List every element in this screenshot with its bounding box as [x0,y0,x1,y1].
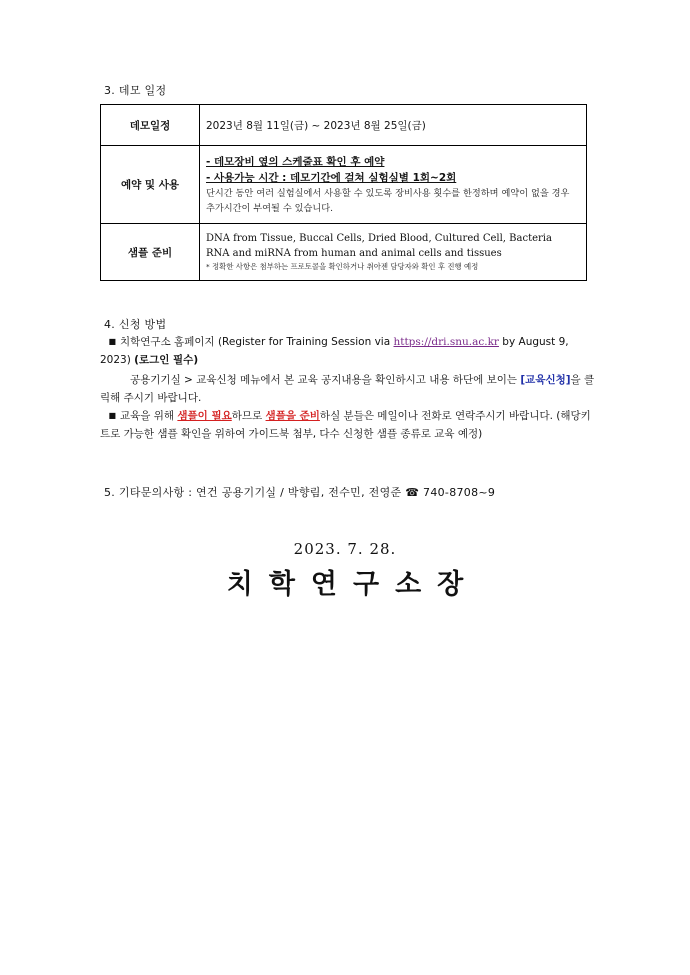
reservation-line-1: - 데모장비 옆의 스케줄표 확인 후 예약 [206,155,385,168]
sample-line-1: DNA from Tissue, Buccal Cells, Dried Blood, Cultured Cell, Bacteria [206,233,552,244]
sample-note: * 정확한 사항은 첨부하는 프로토콜을 확인하거나 취아젠 담당자와 확인 후 진행 예정 [206,262,479,271]
bullet-icon: ■ [108,411,116,420]
table-row [101,146,587,224]
login-required-text: (로그인 필수) [134,354,199,366]
sample-value [200,224,587,281]
apply-menu-paragraph [100,371,595,407]
apply-text-pre: 공용기기실 > 교육신청 메뉴에서 본 교육 공지내용을 확인하시고 내용 하단에 보이는 [130,374,521,386]
register-text-pre: 치학연구소 홈페이지 (Register for Training Session via [120,336,394,348]
sample-paragraph [100,407,595,443]
demo-date-label: 데모일정 [101,105,200,146]
section-5-contact: 5. 기타문의사항 : 연건 공용기기실 / 박향림, 전수민, 전영준 ☎ 740-8708~9 [104,486,496,499]
register-text-post: by August 9, 2023) [100,336,569,366]
sample-needed-text: 샘플이 필요 [177,410,232,422]
table-row [101,105,587,146]
schedule-table [100,104,587,281]
sample-text-mid: 하므로 [231,410,266,422]
sample-label: 샘플 준비 [101,224,200,281]
signature-title: 치학연구소장 [226,569,480,600]
reservation-line-2: - 사용가능 시간 : 데모기간에 걸쳐 실험실별 1회~2회 [206,171,457,184]
reservation-label: 예약 및 사용 [101,146,200,224]
apply-text-post: 을 클릭해 주시기 바랍니다. [100,374,595,404]
sample-text-post: 하실 분들은 메일이나 전화로 연락주시기 바랍니다. (해당키트로 가능한 샘플 확인을 위하여 가이드북 첨부, 다수 신청한 샘플 종류로 교육 예정) [100,410,591,440]
sample-line-2: RNA and miRNA from human and animal cells and tissues [206,248,502,259]
training-apply-button-text: [교육신청] [520,374,571,386]
document-date: 2023. 7. 28. [293,540,397,558]
register-paragraph [100,333,595,369]
reservation-value [200,146,587,224]
demo-date-value: 2023년 8월 11일(금) ~ 2023년 8월 25일(금) [200,105,587,146]
dri-website-link[interactable]: https://dri.snu.ac.kr [393,336,499,348]
section-3-heading: 3. 데모 일정 [104,84,167,97]
section-4-heading: 4. 신청 방법 [104,318,167,331]
sample-text-pre: 교육을 위해 [120,410,178,422]
bullet-icon: ■ [108,337,116,346]
reservation-note: 단시간 동안 여러 실험실에서 사용할 수 있도록 장비사용 횟수를 한정하며 예약이 없을 경우 추가시간이 부여될 수 있습니다. [206,187,570,214]
table-row [101,224,587,281]
sample-prepare-text: 샘플을 준비 [265,410,320,422]
